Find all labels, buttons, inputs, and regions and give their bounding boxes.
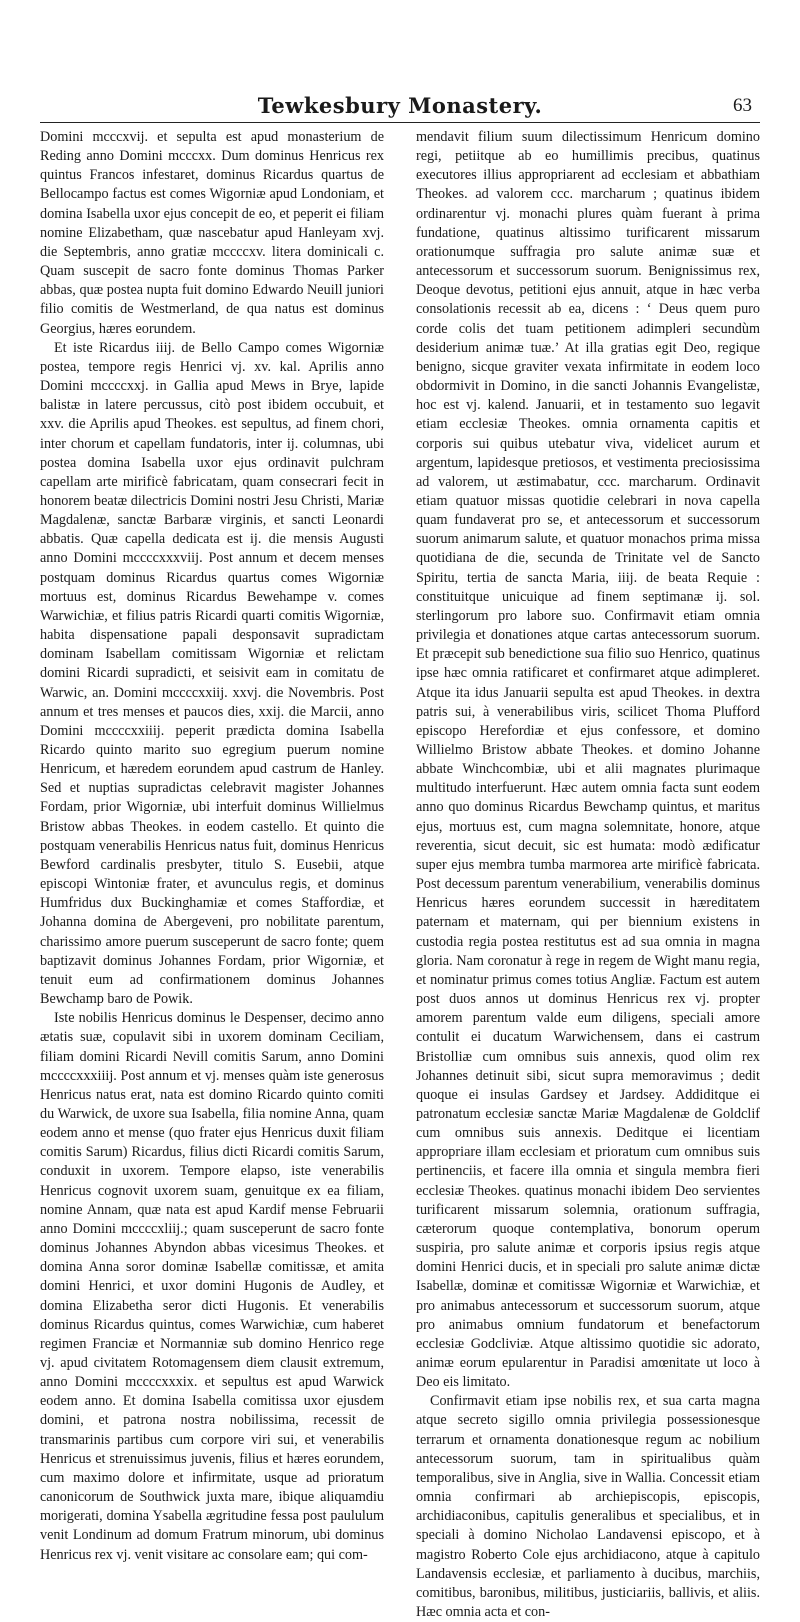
paragraph: Et iste Ricardus iiij. de Bello Campo comes Wigorniæ postea, tempore regis Henrici vj. xv. kal. Aprilis anno Domini mccccxxj. in Gallia apud Mews in Brye, lapide balistæ in latere percussus, citò post ibidem occubuit, et xxv. die Aprilis apud Theokes. est sepultus, ad finem chori, inter chorum et capellam fundatoris, inter ij. columnas, ubi postea domina Isabella uxor ejus ordinavit pulchram capellam arte mirificè fabricatam, quam consecrari fecit in honorem beatæ dilectricis Domini nostri Jesu Christi, Mariæ Magdalenæ, sanctæ Barbaræ virginis, et sancti Leonardi abbatis. Quæ capella dedicata est ij. die mensis Augusti anno Domini mccccxxxviij. Post annum et decem menses postquam dominus Ricardus quartus comes Wigorniæ mortuus est, dominus Ricardus Bewehampe v. comes Warwichiæ, et filius patris Ricardi quarti comitis Wigorniæ, habita dispensatione papali desponsavit supradictam dominam Isabellam comitissam Wigorniæ et relictam domini Ricardi supradicti, et seisivit eam in comitatu de Warwic, an. Domini mccccxxiij. xxvj. die Novembris. Post annum et tres menses et paucos dies, xxij. die Marcii, anno Domini mccccxxiiij. peperit prædicta domina Isabella Ricardo quinto marito suo egregium puerum nomine Henricum, et hæredem eorundem apud castrum de Hanley. Sed et nuptias supradictas celebravit magister Johannes Fordam, prior Wigorniæ, ubi interfuit dominus Willielmus Bristow abbas Theokes. in eodem castello. Et quinto die postquam venerabilis Henricus natus fuit, dominus Henricus Bewford cardinalis presbyter, titulo S. Eusebii, atque episcopi Wintoniæ frater, et avunculus regis, et dominus Humfridus dux Buckinghamiæ et comes Staffordiæ, et Johanna domina de Abergeveni, pro nobilitate parentum, charissimo amore puerum susceperunt de sacro fonte; quem baptizavit dominus Johannes Fordam, prior Wigorniæ, et tenuit eum ad confirmationem dominus Johannes Bewchamp baro de Powik.	[40, 339, 384, 1008]
running-title: Tewkesbury Monastery.	[257, 93, 543, 118]
right-column	[416, 128, 760, 1622]
paragraph: Confirmavit etiam ipse nobilis rex, et sua carta magna atque secreto sigillo omnia privilegia possessionesque terrarum et ornamenta donationesque regum ac nobilium antecessorum suorum, tam in spiritualibus quàm temporalibus, sive in Anglia, sive in Wallia. Concessit etiam omnia confirmari ab archiepiscopis, episcopis, archidiaconibus, capitulis generalibus et specialibus, et in speciali à domino Nicholao Landavensi episcopo, et à magistro Roberto Cole ejus archidiacono, atque à capitulo Landavensis ecclesiæ, et parliamento à ducibus, marchiis, comitibus, baronibus, militibus, justiciariis, ballivis, et aliis. Hæc omnia acta et con-	[416, 1393, 760, 1621]
paragraph: Domini mcccxvij. et sepulta est apud monasterium de Reding anno Domini mcccxx. Dum dominus Henricus rex quintus Francos infestaret, dominus Ricardus quartus de Bellocampo factus est comes Wigorniæ apud Londoniam, et domina Isabella uxor ejus concepit de eo, et peperit ei filiam nomine Elizabetham, quæ nascebatur apud Hanleyam xvj. die Septembris, anno gratiæ mccccxv. litera dominicali c. Quam suscepit de sacro fonte dominus Thomas Parker abbas, quæ postea nupta fuit domino Edwardo Neuill juniori filio comitis de Westmerland, de qua natus est dominus Georgius, hæres eorundem.	[40, 129, 384, 337]
running-head	[40, 92, 760, 123]
left-column	[40, 128, 384, 1565]
paragraph: mendavit filium suum dilectissimum Henricum domino regi, petiitque ab eo humillimis precibus, quatinus executores illius appropriarent ad ecclesiam et abbathiam Theokes. ad valorem ccc. marcharum ; quatinus ibidem ordinarentur vj. monachi plures quàm fuerant à prima fundatione, quatinus altissimo turificarent missarum orationumque suffragia pro salute animæ suæ et antecessorum et successorum suorum. Benignissimus rex, Deoque devotus, petitioni ejus annuit, atque in hæc verba consolationis recessit ab ea, dicens : ‘ Deus quem puro corde colis det tuam petitionem adimpleri secundùm desiderium animæ tuæ.’ At illa gratias egit Deo, regique benigno, sicque graviter vexata infirmitate in eodem loco obdormivit in Domino, in die sancti Johannis Evangelistæ, hoc est vj. kalend. Januarii, et in testamento suo legavit etiam ecclesiæ Theokes. omnia ornamenta capitis et corporis sui quibus utebatur viva, videlicet aurum et argentum, lapidesque pretiosos, et vestimenta preciosissima ad valorem, ut æstimabatur, ccc. marcharum. Ordinavit etiam quatuor missas quotidie celebrari in nova capella quam fundaverat pro se, et antecessorum et successorum suorum animarum salute, et quatuor monachos prima missa quotidiana de die, secunda de Trinitate vel de Sancto Spiritu, tertia de sancta Maria, iiij. de beata Requie : constituitque unicuique ad finem septimanæ ij. sol. sterlingorum pro labore suo. Confirmavit etiam omnia privilegia et donationes atque cartas antecessorum suorum. Et præcepit sub benedictione sua filio suo Henrico, quatinus ipse hæc omnia ratificaret et confirmaret atque adimpleret. Atque ita idus Januarii sepulta est apud Theokes. in dextra patris sui, à venerabilibus viris, scilicet Thoma Plufford episcopo Herefordiæ et ejus confessore, et domino Willielmo Bristow abbate Theokes. et domino Johanne abbate Winchcombiæ, ubi et alii magnates plurimaque multitudo interfuerunt. Hæc autem omnia facta sunt eodem anno quo dominus Ricardus Bewchamp quintus, et maritus ejus, mortuus est, cum magna solemnitate, honore, atque reverentia, sicut decuit, sic est humata: modò ædificatur super ejus membra tumba marmorea arte mirificè fabricata. Post decessum parentum venerabilium, venerabilis dominus Henricus hæres eorundem successit in hæreditatem paternam et maternam, qui per biennium existens in custodia regia postea restitutus est ad sua omnia in magna gloria. Nam coronatur à rege in regem de Wight manu regia, et nominatur primus comes totius Angliæ. Factum est autem post duos annos ut dominus Henricus rex vj. propter amorem parentum valde eum diligens, speciali amore contulit ei ducatum Warwichensem, dans ei castrum Bristolliæ cum omnibus suis annexis, quod olim rex Johannes detinuit sibi, sicut supra memoravimus ; dedit quoque ei insulas Gardsey et Jardsey. Addiditque ei patronatum ecclesiæ sanctæ Mariæ Magdalenæ de Goldclif cum omnibus suis annexis. Deditque ei licentiam appropriare illam ecclesiam et prioratum cum omnibus suis pertinenciis, et facere illa omnia et singula membra fieri ecclesiæ Theokes. quatinus monachi ibidem Deo servientes turificarent missarum solemnia, orationum suffragia, cæterorum quoque contemplativa, bonorum operum suspiria, pro salute animæ et corporis ipsius regis atque domini Henrici ducis, et in speciali pro salute animæ dictæ Isabellæ, dominæ et comitissæ Wigorniæ et Warwichiæ, et pro animabus antecessorum et successorum suorum, atque pro animabus omnium fundatorum et benefactorum ecclesiæ Godcliviæ. Atque altissimo quotidie sic adorato, animæ eorum epularentur in Paradisi amœnitate ut loco à Deo eis limitato.	[416, 129, 760, 1391]
paragraph: Iste nobilis Henricus dominus le Despenser, decimo anno ætatis suæ, copulavit sibi in uxorem dominam Ceciliam, filiam domini Ricardi Nevill comitis Sarum, anno Domini mccccxxxiiij. Post annum et vj. menses quàm iste generosus Henricus natus erat, nata est domino Ricardo quinto comiti du Warwick, de uxore sua Isabella, filia nomine Anna, quam eodem anno et mense (quo frater ejus Henricus duxit filiam comitis Sarum) Ricardus, filius dicti Ricardi comitis Sarum, conduxit in uxorem. Tempore elapso, iste venerabilis Henricus cognovit uxorem suam, genuitque ex ea filiam, nomine Annam, quæ nata est apud Kardif mense Februarii anno Domini mccccxliij.; quam susceperunt de sacro fonte dominus Johannes Abyndon abbas vicesimus Theokes. et domina Anna soror dominæ Isabellæ comitissæ, et amita domini Henrici, et uxor domini Hugonis de Audley, et domina Elizabetha seror dicti Hugonis. Et venerabilis dominus Ricardus quintus, comes Warwichiæ, cum haberet regimen Franciæ et Normanniæ sub domino Henrico rege vj. apud civitatem Rotomagensem diem clausit extremum, anno Domini mccccxxxix. et sepultus est apud Warwick eodem anno. Et domina Isabella comitissa uxor ejusdem domini, et patrona nostra nobilissima, recessit de transmarinis partibus cum corpore viri sui, et venerabilis Henricus et strenuissimus juvenis, filius et hæres eorundem, cum maximo dolore et infirmitate, usque ad prioratum canonicorum de Southwick juxta mare, ibique aliquamdiu morigerati, domina Ysabella ægritudine fessa post paululum venit Londinum ad domum Fratrum minorum, ubi dominus Henricus rex vj. venit visitare ac consolare eam; qui com-	[40, 1010, 384, 1563]
page-number: 63	[733, 95, 752, 116]
